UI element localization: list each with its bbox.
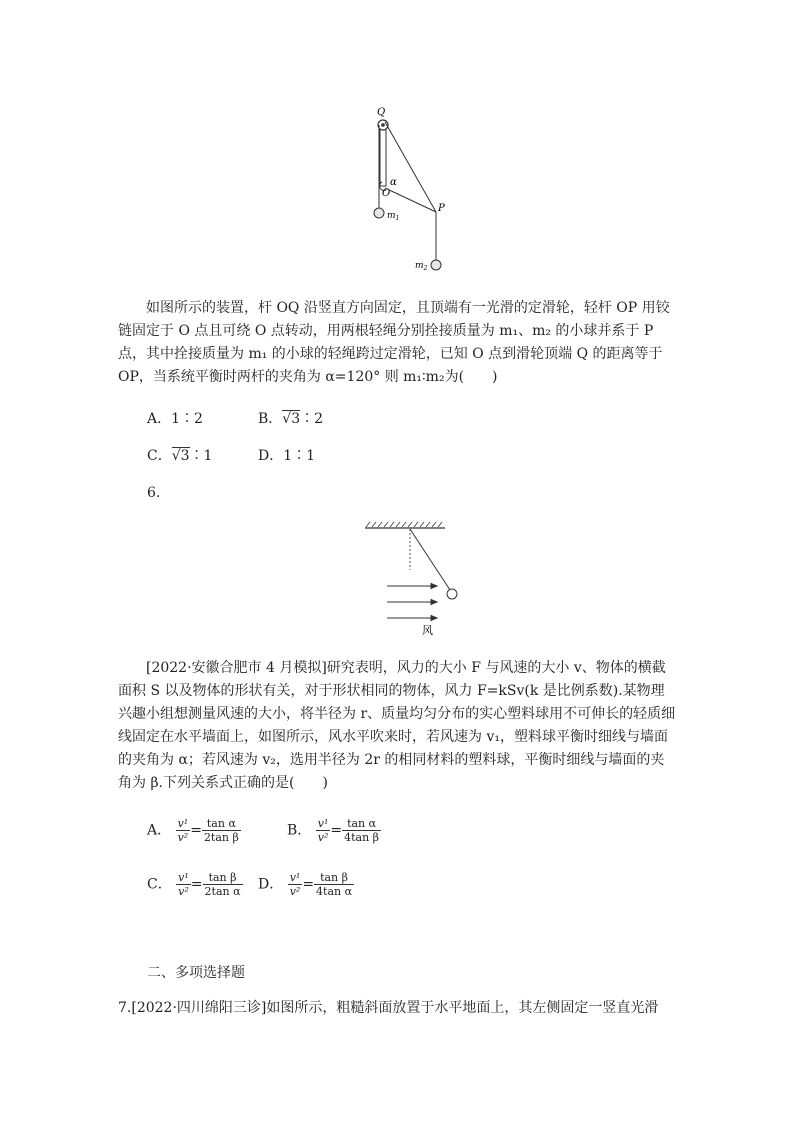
- label-m2: $m_2$: [415, 261, 428, 272]
- q5-option-d: D．1∶1: [258, 448, 316, 464]
- label-o: O: [382, 188, 391, 199]
- q6-option-d: D． $\frac{\text{v¹}}{\text{v²}}$ = $\frac{\text{tan β}}{\text{4tan α}}$: [258, 871, 353, 898]
- ball-m1: [374, 208, 384, 218]
- rod-oq: [380, 124, 386, 186]
- pulley-rod-figure: [360, 100, 460, 275]
- wind-arrows: [387, 584, 437, 621]
- wind-figure: [360, 520, 470, 640]
- ball-m2: [431, 260, 441, 270]
- q6-option-b: B． $\frac{\text{v¹}}{\text{v²}}$ = $\frac{\text{tan α}}{\text{4tan β}}$: [287, 817, 380, 844]
- q6-option-c: C． $\frac{\text{v¹}}{\text{v²}}$ = $\frac{\text{tan β}}{\text{2tan α}}$: [147, 871, 241, 898]
- rod-op: [385, 188, 436, 212]
- label-p: P: [438, 203, 445, 214]
- question-7-stem: 7.[2022·四川绵阳三诊]如图所示，粗糙斜面放置于水平地面上，其左侧固定一竖直光滑: [118, 1000, 659, 1016]
- rope-qp: [385, 122, 436, 212]
- q5-option-c: C．√3∶1: [147, 448, 213, 464]
- q5-option-b: B．√3∶2: [258, 411, 324, 427]
- ceiling-hatch: [366, 522, 442, 527]
- label-alpha: α: [390, 177, 397, 188]
- q5-option-a: A．1∶2: [147, 411, 203, 427]
- question-6-number: 6.: [147, 485, 161, 501]
- label-q: Q: [377, 107, 386, 118]
- q6-option-a: A． $\frac{\text{v¹}}{\text{v²}}$ = $\frac{\text{tan α}}{\text{2tan β}}$: [147, 817, 239, 844]
- plastic-ball: [447, 589, 457, 599]
- string: [410, 529, 450, 590]
- wind-label: 风: [422, 624, 433, 637]
- section-2-title: 二、多项选择题: [147, 965, 245, 981]
- question-5-stem: 如图所示的装置，杆 OQ 沿竖直方向固定，且顶端有一光滑的定滑轮，轻杆 OP 用铰链固定于 O 点且可绕 O 点转动，用两根轻绳分别拴接质量为 m₁、m₂ 的小球并系于 P 点，其中拴接质量为 m₁ 的小球的轻绳跨过定滑轮，已知 O 点到滑轮顶端 Q 的距离等于 OP，当系统平衡时两杆的夹角为 α=120° 则 m₁∶m₂为( ): [118, 300, 670, 385]
- question-6-stem: [2022·安徽合肥市 4 月模拟]研究表明，风力的大小 F 与风速的大小 v、物体的横截面积 S 以及物体的形状有关，对于形状相同的物体，风力 F=kSv(k 是比例系数).某物理兴趣小组想测量风速的大小，将半径为 r、质量均匀分布的实心塑料球用不可伸长的轻质细线固定在水平墙面上，如图所示，风水平吹来时，若风速为 v₁，塑料球平衡时细线与墙面的夹角为 α；若风速为 v₂，选用半径为 2r 的相同材料的塑料球，平衡时细线与墙面的夹角为 β.下列关系式正确的是( ): [118, 660, 676, 791]
- label-m1: $m_1$: [387, 211, 400, 222]
